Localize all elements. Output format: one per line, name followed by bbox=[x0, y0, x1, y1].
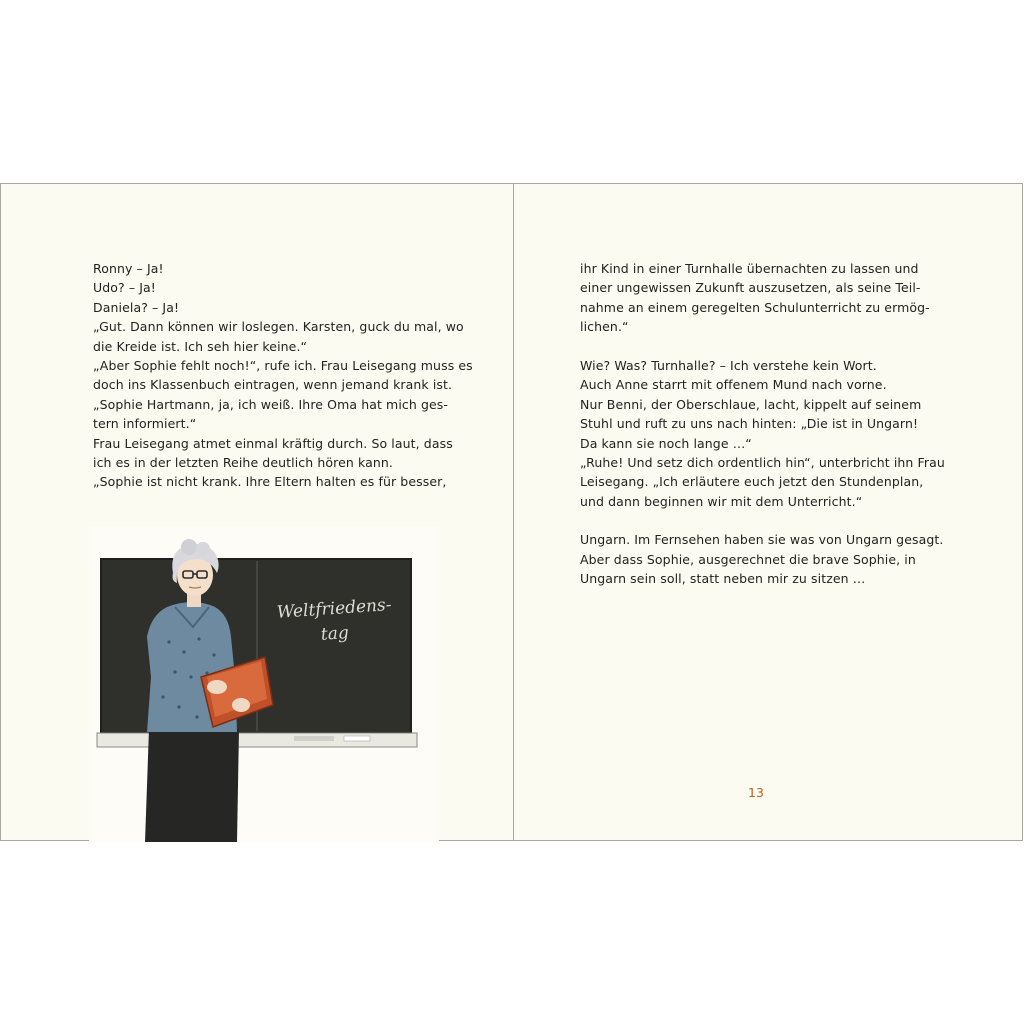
teacher-illustration bbox=[89, 527, 439, 842]
chalkboard-writing: tag bbox=[320, 622, 350, 645]
text-line: Leisegang. „Ich erläutere euch jetzt den Stundenplan, bbox=[580, 474, 924, 490]
text-line: nahme an einem geregelten Schulunterricht zu ermög- bbox=[580, 299, 930, 315]
text-line: Da kann sie noch lange …“ bbox=[580, 435, 752, 451]
book-spread bbox=[0, 183, 1023, 841]
text-line: Ungarn. Im Fernsehen haben sie was von Ungarn gesagt. bbox=[580, 532, 944, 548]
text-line: Udo? – Ja! bbox=[93, 280, 156, 296]
text-line: Aber dass Sophie, ausgerechnet die brave Sophie, in bbox=[580, 551, 916, 567]
text-line: ich es in der letzten Reihe deutlich hören kann. bbox=[93, 454, 393, 470]
chalkboard-writing: Weltfriedens- bbox=[276, 594, 393, 623]
text-line: Daniela? – Ja! bbox=[93, 299, 180, 315]
text-line: Wie? Was? Turnhalle? – Ich verstehe kein Wort. bbox=[580, 357, 877, 373]
page-gutter bbox=[513, 184, 514, 840]
teacher-skirt bbox=[145, 729, 239, 842]
text-line: „Aber Sophie fehlt noch!“, rufe ich. Frau Leisegang muss es bbox=[93, 357, 473, 373]
text-line: „Sophie ist nicht krank. Ihre Eltern halten es für besser, bbox=[93, 474, 447, 490]
text-line bbox=[580, 511, 945, 530]
text-line: „Ruhe! Und setz dich ordentlich hin“, unterbricht ihn Frau bbox=[580, 454, 945, 470]
text-line: ihr Kind in einer Turnhalle übernachten zu lassen und bbox=[580, 261, 919, 276]
text-line: tern informiert.“ bbox=[93, 416, 197, 432]
left-page-text bbox=[93, 259, 473, 492]
text-line: „Sophie Hartmann, ja, ich weiß. Ihre Oma hat mich ges- bbox=[93, 396, 449, 412]
text-line: lichen.“ bbox=[580, 319, 629, 335]
text-line: Ungarn sein soll, statt neben mir zu sitzen … bbox=[580, 571, 866, 587]
text-line: Auch Anne starrt mit offenem Mund nach vorne. bbox=[580, 377, 887, 393]
text-line: Stuhl und ruft zu uns nach hinten: „Die ist in Ungarn! bbox=[580, 416, 919, 432]
text-line: Ronny – Ja! bbox=[93, 261, 164, 276]
text-line: doch ins Klassenbuch eintragen, wenn jemand krank ist. bbox=[93, 377, 453, 393]
text-line: und dann beginnen wir mit dem Unterricht.“ bbox=[580, 493, 863, 509]
right-page-text bbox=[580, 259, 945, 589]
text-line: einer ungewissen Zukunft auszusetzen, als seine Teil- bbox=[580, 280, 921, 296]
text-line bbox=[580, 337, 945, 356]
text-line: Nur Benni, der Oberschlaue, lacht, kippelt auf seinem bbox=[580, 396, 922, 412]
text-line: „Gut. Dann können wir loslegen. Karsten, guck du mal, wo bbox=[93, 319, 464, 335]
text-line: Frau Leisegang atmet einmal kräftig durch. So laut, dass bbox=[93, 435, 453, 451]
text-line: die Kreide ist. Ich seh hier keine.“ bbox=[93, 338, 308, 354]
page-number: 13 bbox=[748, 785, 764, 800]
